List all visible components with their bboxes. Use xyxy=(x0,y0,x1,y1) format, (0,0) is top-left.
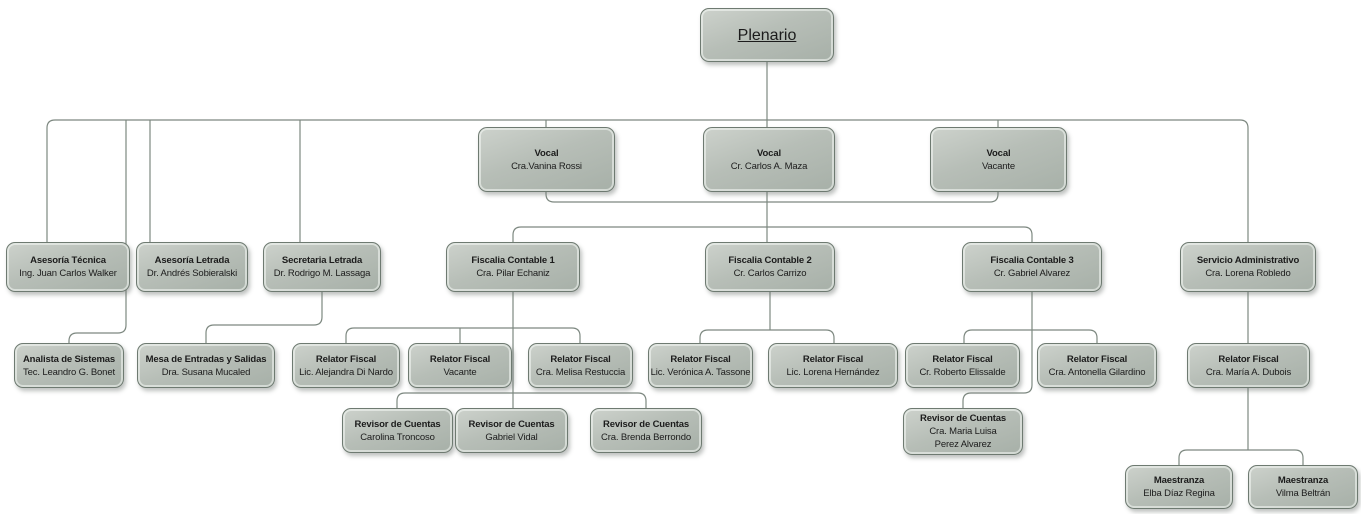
org-node-servicio-administrativo[interactable] xyxy=(1180,242,1316,292)
org-node-analista-sistemas[interactable] xyxy=(14,343,124,388)
org-node-relator-vacante[interactable] xyxy=(408,343,512,388)
org-node-secretaria-letrada[interactable] xyxy=(263,242,381,292)
org-node-relator-restuccia[interactable] xyxy=(528,343,633,388)
org-node-title: Maestranza xyxy=(1153,475,1205,486)
org-node-person: Gabriel Vidal xyxy=(485,431,538,443)
org-node-title: Fiscalia Contable 1 xyxy=(471,255,555,266)
org-node-asesoria-letrada[interactable] xyxy=(136,242,248,292)
org-node-person: Lic. Lorena Hernández xyxy=(786,366,880,378)
org-node-person: Cr. Roberto Elissalde xyxy=(919,366,1006,378)
org-node-person: Cr. Gabriel Alvarez xyxy=(993,268,1071,279)
org-node-person: Lic. Alejandra Di Nardo xyxy=(299,366,393,378)
org-node-person: Ing. Juan Carlos Walker xyxy=(19,268,117,279)
org-node-person: Cra.Vanina Rossi xyxy=(511,160,582,172)
org-node-relator-elissalde[interactable] xyxy=(905,343,1020,388)
org-node-relator-dinardo[interactable] xyxy=(292,343,400,388)
connector-line xyxy=(47,120,1248,242)
org-node-title: Revisor de Cuentas xyxy=(920,413,1006,424)
org-node-revisor-vidal[interactable] xyxy=(455,408,568,453)
connector-line xyxy=(69,120,126,343)
org-node-title: Vocal xyxy=(757,147,781,159)
org-node-title: Revisor de Cuentas xyxy=(603,418,689,430)
org-node-title: Fiscalia Contable 3 xyxy=(990,255,1074,266)
org-node-person: Cra. Brenda Berrondo xyxy=(601,431,691,443)
org-node-relator-hernandez[interactable] xyxy=(768,343,898,388)
org-node-title: Vocal xyxy=(534,147,559,159)
org-node-fiscalia-3[interactable] xyxy=(962,242,1102,292)
connector-line xyxy=(1179,450,1303,465)
org-node-plenario[interactable] xyxy=(700,8,834,62)
org-node-title: Mesa de Entradas y Salidas xyxy=(145,353,267,365)
org-node-mesa-entradas[interactable] xyxy=(137,343,275,388)
connector-line xyxy=(346,328,580,343)
org-node-person: Dr. Andrés Sobieralski xyxy=(146,268,238,279)
org-node-title: Relator Fiscal xyxy=(315,353,377,365)
connector-line xyxy=(546,192,998,202)
org-node-vocal-vacante[interactable] xyxy=(930,127,1067,192)
org-node-person: Carolina Troncoso xyxy=(360,431,435,443)
org-node-person: Cra. Maria Luisa xyxy=(929,426,997,437)
org-node-title: Relator Fiscal xyxy=(550,353,611,365)
org-node-fiscalia-2[interactable] xyxy=(705,242,835,292)
org-node-title: Relator Fiscal xyxy=(932,353,993,365)
org-node-person: Tec. Leandro G. Bonet xyxy=(23,366,115,378)
org-node-revisor-berrondo[interactable] xyxy=(590,408,702,453)
org-node-title: Asesoría Letrada xyxy=(154,255,230,266)
org-node-title: Relator Fiscal xyxy=(1066,353,1128,365)
connector-line xyxy=(700,330,834,343)
org-node-title: Maestranza xyxy=(1277,475,1329,486)
org-node-title: Relator Fiscal xyxy=(1218,353,1279,365)
org-node-person: Dra. Susana Mucaled xyxy=(161,366,251,378)
org-node-title: Servicio Administrativo xyxy=(1196,255,1300,266)
org-node-person: Cra. María A. Dubois xyxy=(1205,366,1292,378)
org-node-title: Relator Fiscal xyxy=(670,353,731,365)
org-node-maestranza-vilma[interactable] xyxy=(1248,465,1358,509)
org-node-person: Dr. Rodrigo M. Lassaga xyxy=(273,268,371,279)
connector-line xyxy=(513,227,1032,242)
org-node-title: Vocal xyxy=(986,147,1011,159)
org-node-title: Revisor de Cuentas xyxy=(354,418,441,430)
connector-line xyxy=(964,330,1097,343)
org-node-person: Vacante xyxy=(443,366,477,378)
org-node-title: Revisor de Cuentas xyxy=(468,418,555,430)
org-node-relator-tassone[interactable] xyxy=(648,343,753,388)
org-node-title: Analista de Sistemas xyxy=(22,353,116,365)
org-node-person-line2: Perez Alvarez xyxy=(934,439,992,450)
org-node-title: Fiscalia Contable 2 xyxy=(728,255,812,266)
org-node-person: Lic. Verónica A. Tassone xyxy=(650,366,751,378)
org-node-person: Cra. Melisa Restuccia xyxy=(535,366,626,378)
org-node-relator-dubois[interactable] xyxy=(1187,343,1310,388)
org-node-title: Relator Fiscal xyxy=(429,353,491,365)
org-node-title: Secretaria Letrada xyxy=(281,255,363,266)
org-node-title: Asesoría Técnica xyxy=(30,255,106,266)
org-node-title: Plenario xyxy=(737,26,797,44)
org-node-revisor-perez[interactable] xyxy=(903,408,1023,455)
org-node-revisor-troncoso[interactable] xyxy=(342,408,453,453)
org-node-vocal-maza[interactable] xyxy=(703,127,835,192)
connector-line xyxy=(397,393,646,408)
org-node-person: Cra. Pilar Echaniz xyxy=(476,268,550,279)
org-node-person: Cra. Lorena Robledo xyxy=(1205,268,1291,279)
connector-line xyxy=(206,292,322,343)
org-node-vocal-rossi[interactable] xyxy=(478,127,615,192)
org-node-person: Vacante xyxy=(981,160,1016,172)
org-node-person: Elba Díaz Regina xyxy=(1143,488,1215,499)
org-node-relator-gilardino[interactable] xyxy=(1037,343,1157,388)
org-node-asesoria-tecnica[interactable] xyxy=(6,242,130,292)
org-node-title: Relator Fiscal xyxy=(802,353,864,365)
org-node-person: Cr. Carlos Carrizo xyxy=(733,268,807,279)
org-node-person: Vilma Beltrán xyxy=(1275,488,1331,499)
org-node-maestranza-elba[interactable] xyxy=(1125,465,1233,509)
org-node-person: Cr. Carlos A. Maza xyxy=(730,160,808,172)
org-node-person: Cra. Antonella Gilardino xyxy=(1048,366,1146,378)
org-node-fiscalia-1[interactable] xyxy=(446,242,580,292)
